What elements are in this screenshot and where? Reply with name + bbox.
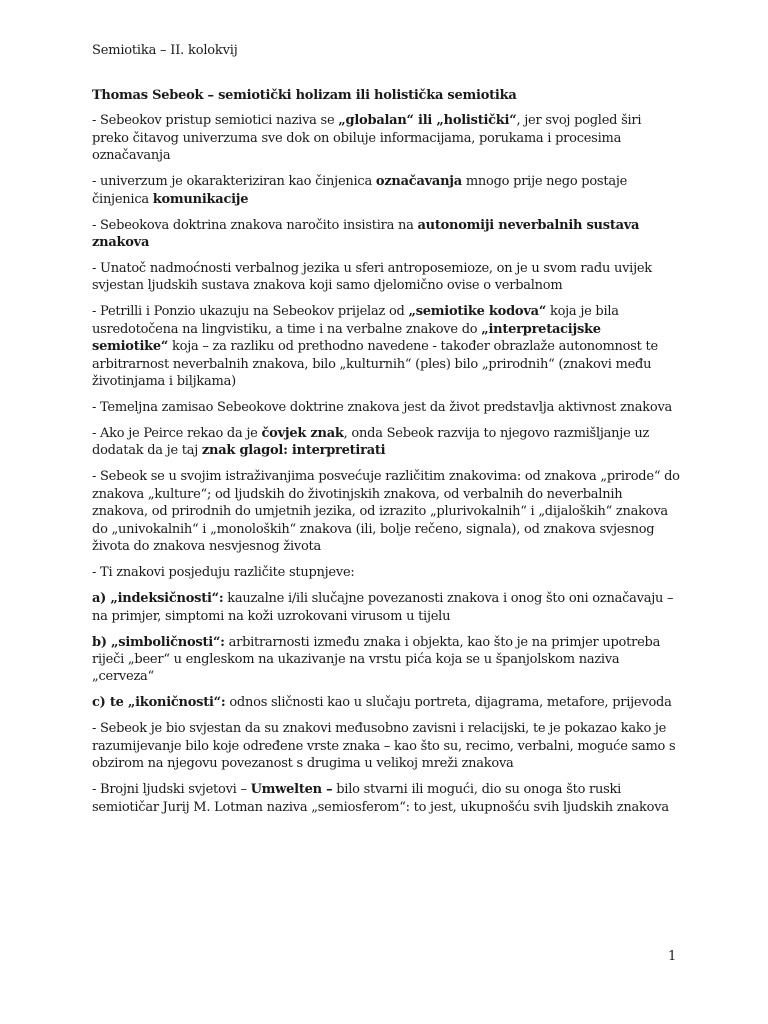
bold-text: b) „simboličnosti“: bbox=[92, 634, 225, 650]
bold-text: autonomiji neverbalnih sustava znakova bbox=[92, 217, 640, 251]
text-run: bilo stvarni ili mogući, dio su onoga što ruski semiotičar Jurij M. Lotman naziva „semiosferom“: to jest, ukupnošću svih ljudskih znakova bbox=[92, 782, 669, 815]
text-run: , onda Sebeok razvija to njegovo razmišljanje uz dodatak da je taj bbox=[92, 426, 650, 459]
text-run: - Sebeok je bio svjestan da su znakovi međusobno zavisni i relacijski, te je pokazao kako je razumijevanje bilo koje određene vrste znaka – kao što su, recimo, verbalni, moguće samo s obzirom na njegovu povezanost s drugima u velikoj mreži znakova bbox=[92, 721, 676, 772]
bold-text: označavanja bbox=[375, 174, 462, 190]
paragraph bbox=[92, 303, 680, 390]
text-run: - Temeljna zamisao Sebeokove doktrine znakova jest da život predstavlja aktivnost znakova bbox=[92, 400, 673, 416]
text-run: , jer svoj pogled širi preko čitavog univerzuma sve dok on obiluje informacijama, porukama i procesima označavanja bbox=[92, 113, 642, 164]
text-run: - Sebeokov pristup semiotici naziva se bbox=[92, 113, 339, 129]
paragraph bbox=[92, 112, 680, 164]
paragraph bbox=[92, 694, 680, 711]
bold-text: a) „indeksičnosti“: bbox=[92, 591, 224, 607]
paragraph bbox=[92, 720, 680, 772]
text-run: - Sebeokova doktrina znakova naročito insistira na bbox=[92, 217, 418, 233]
paragraph bbox=[92, 468, 680, 555]
bold-text: znak glagol: interpretirati bbox=[201, 443, 386, 459]
paragraph bbox=[92, 425, 680, 460]
bold-text: čovjek znak bbox=[261, 426, 344, 442]
text-run: - Unatoč nadmoćnosti verbalnog jezika u sferi antroposemioze, on je u svom radu uvijek svjestan ljudskih sustava znakova koji samo djelomično ovise o verbalnom bbox=[92, 261, 652, 294]
paragraph bbox=[92, 173, 680, 208]
paragraph bbox=[92, 217, 680, 252]
text-run: - Brojni ljudski svjetovi – bbox=[92, 782, 251, 798]
text-run: - Petrilli i Ponzio ukazuju na Sebeokov prijelaz od bbox=[92, 304, 409, 320]
paragraph bbox=[92, 781, 680, 816]
text-run: - Sebeok se u svojim istraživanjima posvećuje različitim znakovima: od znakova „prirode“ do znakova „kulture“; od ljudskih do životinjskih znakova, od verbalnih do neverbalnih znakova, od prirodnih do umjetnih jezika, od izrazito „plurivokalnih“ i „dijaloških“ znakova do „univokalnih“ i „monoloških“ znakova (ili, bolje rečeno, signala), od znakova svjesnog života do znakova nesvjesnog života bbox=[92, 469, 680, 555]
text-run: arbitrarnosti između znaka i objekta, kao što je na primjer upotreba riječi „beer“ u engleskom na ukazivanje na vrstu pića koja se u španjolskom naziva „cerveza“ bbox=[92, 634, 661, 685]
paragraph bbox=[92, 590, 680, 625]
text-run: odnos sličnosti kao u slučaju portreta, dijagrama, metafore, prijevoda bbox=[225, 695, 672, 711]
paragraph bbox=[92, 399, 680, 416]
paragraph bbox=[92, 634, 680, 686]
bold-text: „interpretacijske semiotike“ bbox=[92, 321, 601, 355]
text-run: - Ako je Peirce rekao da je bbox=[92, 426, 262, 442]
page-number: 1 bbox=[668, 949, 677, 964]
bold-text: „globalan“ ili „holistički“ bbox=[338, 113, 517, 129]
paragraph-list bbox=[92, 112, 680, 816]
text-run: - Ti znakovi posjeduju različite stupnjeve: bbox=[92, 565, 355, 581]
document-title: Thomas Sebeok – semiotički holizam ili holistička semiotika bbox=[92, 88, 517, 103]
text-run: mnogo prije nego postaje činjenica bbox=[92, 174, 628, 207]
document-body bbox=[92, 87, 680, 825]
text-run: koja – za razliku od prethodno navedene - također obrazlaže autonomnost te arbitrarnost neverbalnih znakova, bilo „kulturnih“ (ples) bilo „prirodnih“ (znakovi među životinjama i biljkama) bbox=[92, 339, 658, 390]
text-run: kauzalne i/ili slučajne povezanosti znakova i onog što oni označavaju – na primjer, simptomi na koži uzrokovani virusom u tijelu bbox=[92, 591, 674, 624]
bold-text: Umwelten – bbox=[250, 782, 333, 798]
page-header: Semiotika – II. kolokvij bbox=[92, 43, 238, 58]
paragraph bbox=[92, 564, 680, 581]
bold-text: „semiotike kodova“ bbox=[408, 304, 547, 320]
bold-text: c) te „ikoničnosti“: bbox=[92, 695, 226, 711]
bold-text: komunikacije bbox=[152, 191, 249, 207]
paragraph bbox=[92, 260, 680, 295]
text-run: - univerzum je okarakteriziran kao činjenica bbox=[92, 174, 376, 190]
text-run: koja je bila usredotočena na lingvistiku, a time i na verbalne znakove do bbox=[92, 304, 619, 337]
